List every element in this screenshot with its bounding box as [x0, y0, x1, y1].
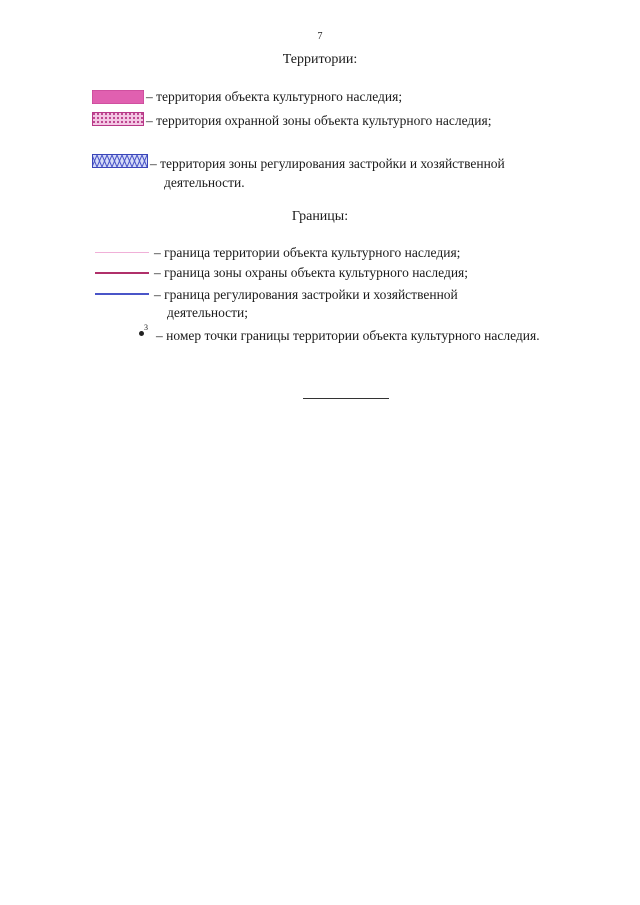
legend-item-regulation-border-line1: – граница регулирования застройки и хозяйственной: [154, 287, 458, 302]
protection-zone-swatch: [92, 112, 144, 126]
regulation-zone-swatch: [92, 154, 148, 168]
cultural-territory-swatch: [92, 90, 144, 104]
legend-item-protection-zone: – территория охранной зоны объекта культурного наследия;: [146, 113, 492, 128]
end-divider: [303, 398, 389, 399]
legend-item-regulation-zone-line1: – территория зоны регулирования застройки и хозяйственной: [150, 156, 505, 171]
borders-heading: Границы:: [291, 209, 349, 224]
legend-item-regulation-border-line2: деятельности;: [167, 305, 249, 320]
regulation-border-line-sample: [95, 293, 149, 295]
legend-item-regulation-zone-line2: деятельности.: [164, 175, 245, 190]
legend-item-cultural-border: – граница территории объекта культурного наследия;: [154, 245, 461, 260]
protection-border-line-sample: [95, 272, 149, 274]
territories-heading: Территории:: [282, 52, 358, 67]
legend-item-boundary-point: – номер точки границы территории объекта культурного наследия.: [156, 328, 540, 343]
page-number: 7: [317, 31, 323, 42]
legend-item-protection-border: – граница зоны охраны объекта культурного наследия;: [154, 265, 469, 280]
legend-item-cultural-territory: – территория объекта культурного наследия;: [146, 89, 403, 104]
boundary-point-number: 3: [144, 323, 148, 332]
cultural-border-line-sample: [95, 252, 149, 253]
